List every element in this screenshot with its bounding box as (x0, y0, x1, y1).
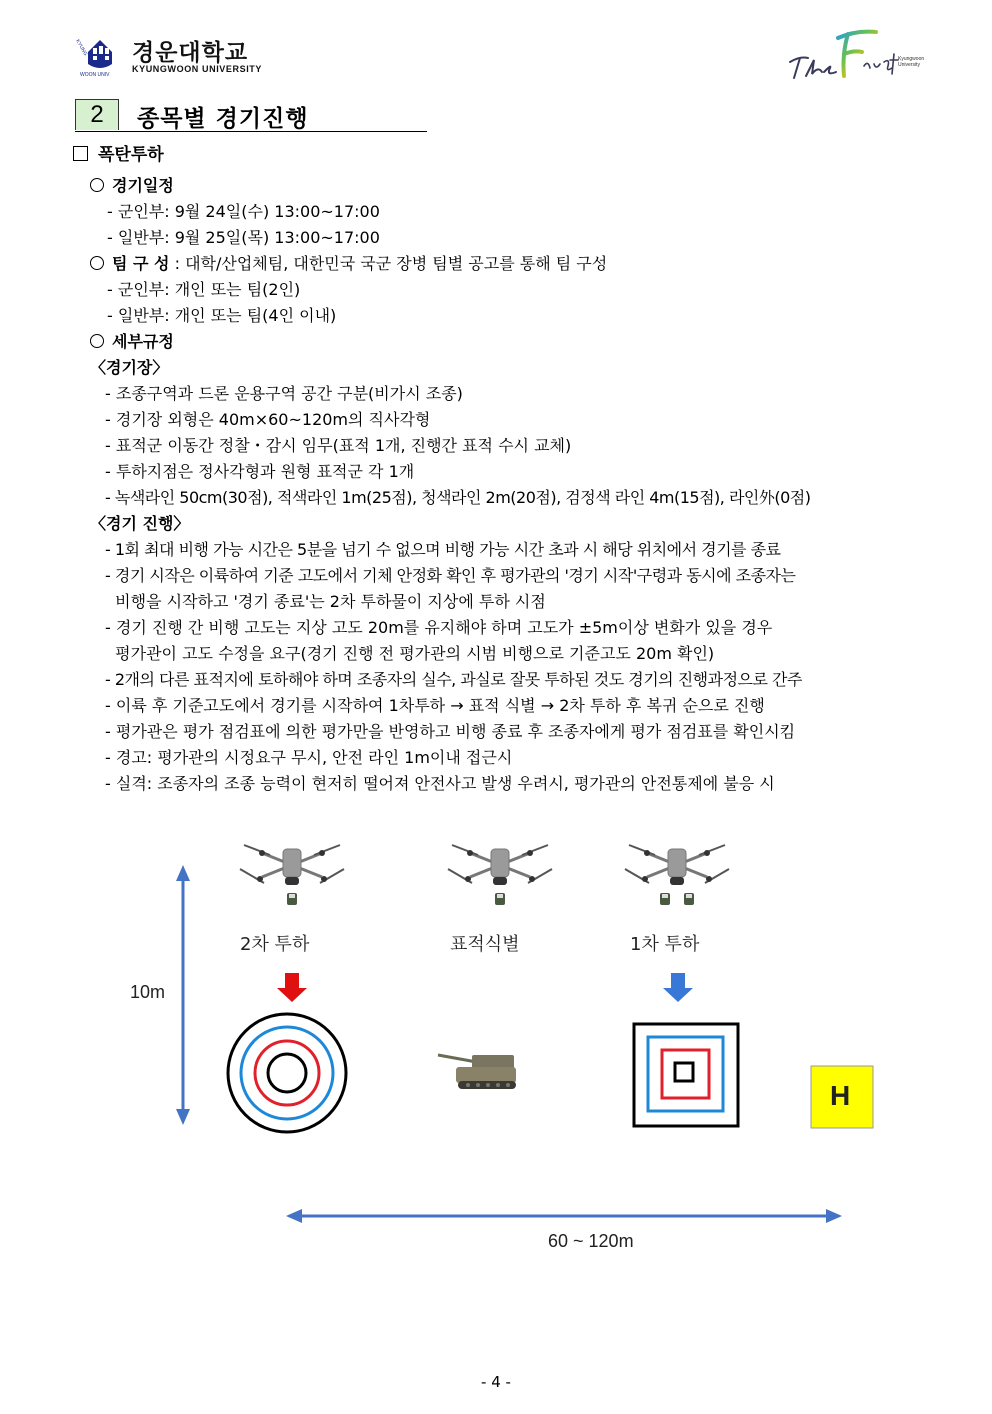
progress-rule: - 경기 시작은 이륙하여 기준 고도에서 기체 안정화 확인 후 평가관의 '경기 시작'구령과 동시에 조종자는 (105, 566, 796, 585)
progress-rule-continued: 평가관이 고도 수정을 요구(경기 진행 전 평가관의 시범 비행으로 기준고도 20m 확인) (105, 644, 715, 663)
team-heading (90, 254, 607, 274)
progress-rule: - 경기 진행 간 비행 고도는 지상 고도 20m를 유지해야 하며 고도가 ±5m이상 변화가 있을 경우 (105, 618, 773, 637)
progress-heading: 〈경기 진행〉 (90, 514, 190, 533)
checkbox-square-icon (73, 146, 88, 161)
circular-target-icon (228, 1014, 346, 1132)
progress-rule: - 평가관은 평가 점검표에 의한 평가만을 반영하고 비행 종료 후 조종자에게 평가 점검표를 확인시킴 (105, 722, 796, 741)
page-number: - 4 - (481, 1373, 511, 1391)
kyungwoon-university-logo (72, 30, 272, 82)
university-name-kr: 경운대학교 (132, 40, 249, 66)
blue-drop-arrow-icon (663, 973, 693, 1002)
circle-bullet-icon (90, 334, 104, 348)
horizontal-dimension-label: 60 ~ 120m (548, 1231, 634, 1251)
svg-text:KYUNG: KYUNG (74, 38, 89, 57)
venue-rule: - 표적군 이동간 정찰・감시 임무(표적 1개, 진행간 표적 수시 교체) (105, 436, 572, 455)
svg-text:WOON UNIV: WOON UNIV (80, 72, 110, 78)
section-title: 종목별 경기진행 (137, 106, 309, 132)
circle-bullet-icon (90, 256, 104, 270)
stage-1-drop-label: 1차 투하 (630, 934, 700, 955)
progress-rule: - 2개의 다른 표적지에 토하해야 하며 조종자의 실수, 과실로 잘못 투하된 것도 경기의 진행과정으로 간주 (105, 670, 802, 689)
venue-rule: - 조종구역과 드론 운용구역 공간 구분(비가시 조종) (105, 384, 463, 403)
rules-heading (90, 332, 174, 352)
team-description: : 대학/산업체팀, 대한민국 국군 장병 팀별 공고를 통해 팀 구성 (174, 254, 608, 273)
progress-rule: - 이륙 후 기준고도에서 경기를 시작하여 1차투하 → 표적 식별 → 2차 투하 후 복귀 순으로 진행 (105, 696, 765, 715)
vertical-dimension-label: 10m (130, 982, 166, 1002)
progress-rule: - 1회 최대 비행 가능 시간은 5분을 넘기 수 없으며 비행 가능 시간 초과 시 해당 위치에서 경기를 종료 (105, 540, 781, 559)
vertical-dimension-arrow (176, 865, 190, 1125)
venue-rule: - 녹색라인 50cm(30점), 적색라인 1m(25점), 청색라인 2m(20점), 검정색 라인 4m(15점), 라인外(0점) (105, 488, 811, 507)
red-drop-arrow-icon (277, 973, 307, 1002)
drone-stage-2-icon (240, 845, 344, 905)
venue-rule: - 경기장 외형은 40m×60~120m의 직사각형 (105, 410, 431, 429)
the-first-slogan-logo (786, 24, 936, 84)
target-identify-label: 표적식별 (450, 934, 520, 955)
bomb-drop-diagram (120, 825, 880, 1265)
section-number: 2 (75, 99, 119, 130)
team-item: - 군인부: 개인 또는 팀(2인) (107, 280, 301, 299)
the-first-logo-icon (786, 24, 936, 84)
drone-identify-icon (448, 845, 552, 905)
event-title-text: 폭탄투하 (98, 145, 164, 165)
helipad-label: H (830, 1080, 851, 1111)
event-title (73, 145, 164, 165)
slogan-subtext (898, 56, 924, 68)
venue-rule: - 투하지점은 정사각형과 원형 표적군 각 1개 (105, 462, 415, 481)
section-heading (75, 99, 427, 132)
tank-target-icon (438, 1055, 516, 1089)
venue-heading: 〈경기장〉 (90, 358, 169, 377)
university-name-en: KYUNGWOON UNIVERSITY (132, 64, 263, 74)
slogan-subtext-line: University (898, 62, 920, 68)
team-heading-text: 팀 구 성 (112, 254, 170, 273)
slogan-subtext-line: Kyungwoon (898, 56, 925, 62)
schedule-item: - 일반부: 9월 25일(목) 13:00~17:00 (107, 228, 380, 247)
horizontal-dimension-arrow (286, 1209, 842, 1223)
team-item: - 일반부: 개인 또는 팀(4인 이내) (107, 306, 337, 325)
circle-bullet-icon (90, 178, 104, 192)
schedule-heading-text: 경기일정 (112, 176, 174, 195)
rules-heading-text: 세부규정 (112, 332, 174, 351)
stage-2-drop-label: 2차 투하 (240, 934, 310, 955)
schedule-heading (90, 176, 174, 196)
schedule-item: - 군인부: 9월 24일(수) 13:00~17:00 (107, 202, 380, 221)
progress-rule: - 경고: 평가관의 시정요구 무시, 안전 라인 1m이내 접근시 (105, 748, 513, 767)
progress-rule-continued: 비행을 시작하고 '경기 종료'는 2차 투하물이 지상에 투하 시점 (105, 592, 546, 611)
square-target-icon (634, 1024, 738, 1126)
drone-stage-1-icon (625, 845, 729, 905)
university-emblem-icon (72, 30, 128, 82)
progress-rule: - 실격: 조종자의 조종 능력이 현저히 떨어져 안전사고 발생 우려시, 평가관의 안전통제에 불응 시 (105, 774, 775, 793)
